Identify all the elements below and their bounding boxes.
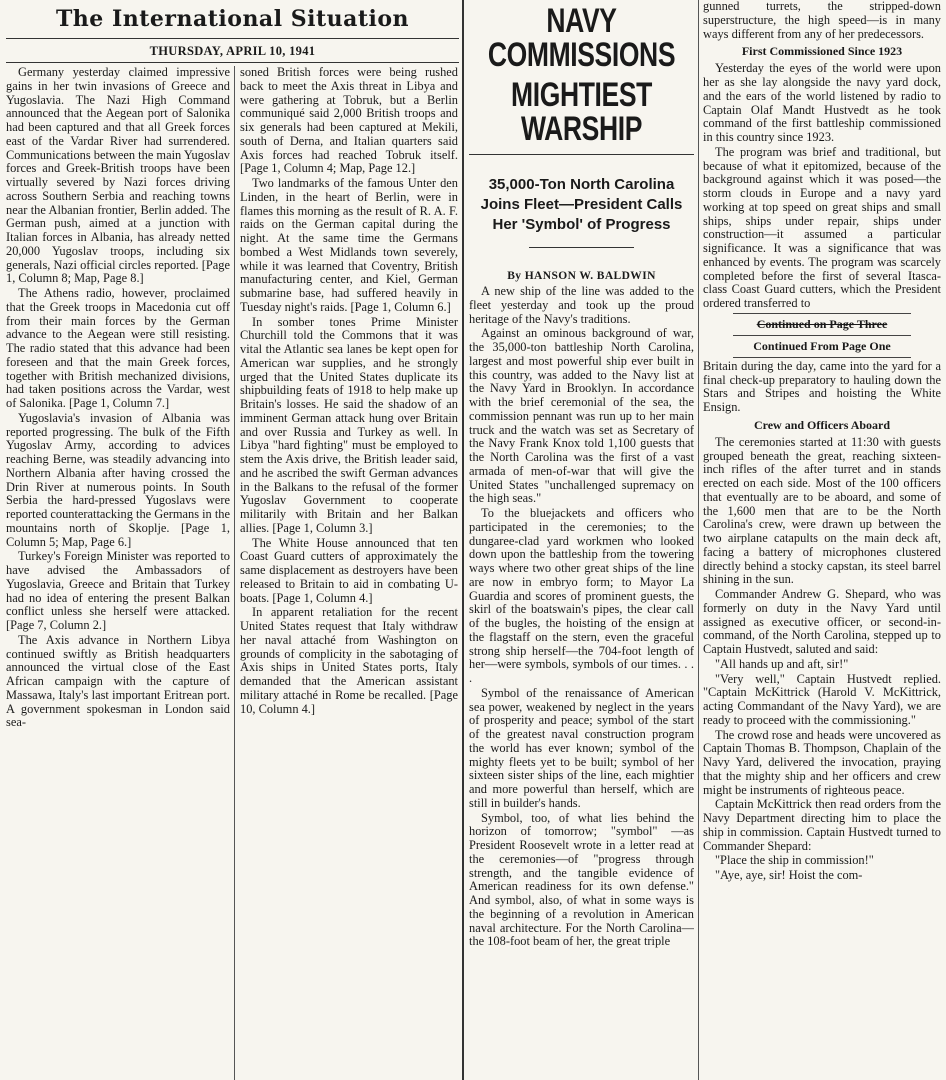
subheadline: 35,000-Ton North Carolina Joins Fleet—President Calls Her 'Symbol' of Progress — [480, 176, 683, 233]
paragraph: In apparent retaliation for the recent United States request that Italy withdraw her naval attaché from Washington on grounds of complicity in the sabotaging of Axis ships in United States ports, Italy demanded that the American assistant military attaché in Rome be recalled. [Page 10, Column 4.] — [240, 605, 458, 716]
paragraph: "Aye, aye, sir! Hoist the com- — [715, 868, 863, 882]
headline-line-1: NAVY COMMISSIONS — [487, 2, 676, 74]
intl-column-2 — [240, 66, 458, 1080]
paragraph: Symbol, too, of what lies behind the horizon of tomorrow; "symbol" —as President Roosevelt wrote in a letter read at the ceremonies—of "progress through strength, and the tangible evidence of American readiness for its own defense." And symbol, also, of what in some ways is the beginning of a revolution in American naval architecture. For the North Carolina—the 108-foot beam of her, the great triple — [469, 810, 694, 949]
paragraph: "Very well," Captain Hustvedt replied. "Captain McKittrick (Harold V. McKittrick, acting Commandant of the Navy Yard), we are ready to proceed with the commissioning." — [703, 671, 941, 727]
paragraph: Captain McKittrick then read orders from the Navy Department directing him to place the ship in commission. Captain Hustvedt turned to Commander Shepard: — [703, 797, 941, 853]
subhead-first-commissioned: First Commissioned Since 1923 — [741, 44, 903, 59]
paragraph: The Athens radio, however, proclaimed that the Greek troops in Macedonia cut off from their main forces by the German advance to the Aegean were still resisting. The radio stated that this advance had been foreseen and that the main Greek forces, together with British mechanized divisions, had taken positions across the Vardar, west of Salonika. [Page 1, Column 7.] — [6, 286, 230, 410]
dateline-rule — [6, 62, 459, 63]
continued-on-line: Continued on Page Three — [756, 316, 888, 331]
column-rule — [234, 66, 235, 1080]
paragraph: A new ship of the line was added to the fleet yesterday and took up the proud heritage of the Navy's traditions. — [469, 284, 694, 326]
intl-title: The International Situation — [55, 6, 410, 32]
paragraph: The program was brief and traditional, but because of what it epitomized, because of the background against which it was posed—the storm clouds in Europe and a navy yard working at top speed on great ships and small ships, ships under repair, ships under construction—it assumed a particular significance. It was a significance that was enhanced by events. The program was scarcely completed before the first of several Itasca-class Coast Guard cutters, which the President ordered transferred to — [703, 144, 941, 310]
paragraph: Turkey's Foreign Minister was reported to have advised the Ambassadors of Yugoslavia, Greece and Britain that Turkey had no idea of entering the present Balkan conflict unless she herself were attacked. [Page 7, Column 2.] — [6, 549, 230, 632]
paragraph: Commander Andrew G. Shepard, who was formerly on duty in the Navy Yard until assigned as executive officer, or second-in-command, of the North Carolina, stepped up to Captain Hustvedt, saluted and said: — [703, 587, 941, 656]
subheadline-rule — [529, 247, 634, 248]
paragraph: The White House announced that ten Coast Guard cutters of approximately the same displacement as destroyers have been released to Britain to aid in combating U-boats. [Page 1, Column 4.] — [240, 535, 458, 605]
jump-rule — [733, 357, 911, 358]
column-rule — [698, 0, 699, 1080]
paragraph: "Place the ship in commission!" — [715, 853, 874, 868]
paragraph: gunned turrets, the stripped-down superstructure, the high speed—is in many ways different from any of her predecessors. — [703, 0, 941, 41]
paragraph: Yugoslavia's invasion of Albania was reported progressing. The bulk of the Fifth Yugoslav Army, according to advices reaching Berne, was steadily advancing into Northern Albania after having crossed the Drin River at numerous points. In South Serbia the hard-pressed Yugoslavs were reported counterattacking the Germans in the mountains north of Skoplje. [Page 1, Column 5; Map, Page 6.] — [6, 410, 230, 549]
jump-rule — [733, 313, 911, 314]
paragraph: The crowd rose and heads were uncovered as Captain Thomas B. Thompson, Chaplain of the Navy Yard, delivered the invocation, praying that the mighty ship and her officers and crew might be instruments of righteous peace. — [703, 727, 941, 797]
navy-column-2 — [703, 0, 941, 1080]
headline-line-2: MIGHTIEST WARSHIP — [511, 76, 652, 148]
intl-column-1 — [6, 66, 230, 1080]
paragraph: Two landmarks of the famous Unter den Linden, in the heart of Berlin, were in flames this morning as the result of R. A. F. raids on the German capital during the night. At the same time the Germans bombed a West Midlands town severely, while it was learned that Coventry, British manufacturing center, and Kiel, German submarine base, had suffered heavily in Tuesday night's raids. [Page 1, Column 6.] — [240, 176, 458, 314]
paragraph: "All hands up and aft, sir!" — [715, 656, 849, 671]
headline-rule — [469, 154, 694, 155]
title-rule — [6, 38, 459, 39]
dateline: THURSDAY, APRIL 10, 1941 — [149, 44, 316, 58]
subhead-crew: Crew and Officers Aboard — [753, 417, 891, 432]
paragraph: To the bluejackets and officers who participated in the ceremonies; to the dungaree-clad yard workmen who looked down upon the battleship from the towering ways where two other great ships of the line are now in embryo form; to Mayor La Guardia and scores of prominent guests, the skirl of the boatswain's pipes, the clear call of the bugles, the hoisting of the ensign at the flagstaff on the stern, even the graceful strong ship herself—the 704-foot length of her—were symbols, symbols of our times. . . . — [469, 506, 694, 685]
jump-rule — [733, 335, 911, 336]
paragraph: In somber tones Prime Minister Churchill told the Commons that it was vital the Atlantic sea lanes be kept open for American war supplies, and he strongly urged that the United States duplicate its shipbuilding feats of 1918 to help make up Britain's losses. He said the shadow of an imminent German attack hung over Britain and over Russia and Turkey as well. In Libya "hard fighting" must be employed to stem the Axis drive, the British leader said, and he ascribed the swift German advances in the Balkans to the refusal of the former Yugoslav Government to cooperate militarily with Britain and her Balkan allies. [Page 1, Column 3.] — [240, 314, 458, 535]
paragraph: The ceremonies started at 11:30 with guests grouped beneath the great, reaching sixteen-inch rifles of the after turret and in stands erected on each side. Most of the 100 officers that eventually are to be aboard, and some of the 1,600 men that are to be the North Carolina's crew, were drawn up between the two airplane catapults on the main deck aft, facing a battery of microphones clustered directly behind a stocky capstan, its steel barrel shining in the sun. — [703, 434, 941, 587]
paragraph: Yesterday the eyes of the world were upon her as she lay alongside the navy yard dock, and the ears of the world listened by radio to Captain Olaf Mandt Hustvedt as he took command of the first battleship commissioned in this country since 1923. — [703, 61, 941, 144]
section-rule — [462, 0, 464, 1080]
paragraph: Against an ominous background of war, the 35,000-ton battleship North Carolina, largest and most powerful ship ever built in this country, was added to the Navy list at the Navy Yard in Brooklyn. In accordance with the brief ceremonial of the sea, the commission pennant was run up to her main truck and the watch was set as Secretary of the Navy Frank Knox told 1,100 guests that the North Carolina was the first of a vast armada of men-of-war that will give the United States "unchallenged supremacy on the high seas." — [469, 326, 694, 506]
paragraph: soned British forces were being rushed back to meet the Axis threat in Libya and were gathering at Tobruk, but a Berlin communiqué said 2,000 British troops and six generals had been captured at Mekili, south of Derna, and Italian quarters said Axis forces had reached Tobruk itself. [Page 1, Column 4; Map, Page 12.] — [240, 66, 458, 176]
byline: By HANSON W. BALDWIN — [507, 270, 656, 282]
continued-from-line: Continued From Page One — [753, 338, 891, 353]
paragraph: Britain during the day, came into the yard for a final check-up preparatory to hauling down the Stars and Stripes and hoisting the White Ensign. — [703, 358, 941, 414]
paragraph: Symbol of the renaissance of American sea power, weakened by neglect in the years of prosperity and peace; symbol of the start of the greatest naval construction program the world has ever known; symbol of the mighty fleets yet to be built; symbol of her sixteen sister ships of the line, each mightier and more powerful than herself, which are still in builder's hands. — [469, 685, 694, 810]
navy-column-1 — [469, 0, 694, 1080]
paragraph: Germany yesterday claimed impressive gains in her twin invasions of Greece and Yugoslavia. The Nazi High Command announced that the Aegean port of Salonika had been captured and that all Greek forces east of the Vardar River had surrendered. Communications between the main Yugoslav forces and Greek-British troops have been virtually severed by Nazi forces driving across Southern Serbia and reaching towns near the Albanian frontier, Berlin added. The German push, aimed at a junction with Italian forces in Albania, has already netted 20,000 Yugoslav troops, including six generals, Nazi official circles reported. [Page 1, Column 8; Map, Page 8.] — [6, 66, 230, 286]
paragraph: The Axis advance in Northern Libya continued swiftly as British headquarters announced the virtual close of the East African campaign with the capture of Massawa, Italy's last important Eritrean port. A government spokesman in London said sea- — [6, 632, 230, 730]
